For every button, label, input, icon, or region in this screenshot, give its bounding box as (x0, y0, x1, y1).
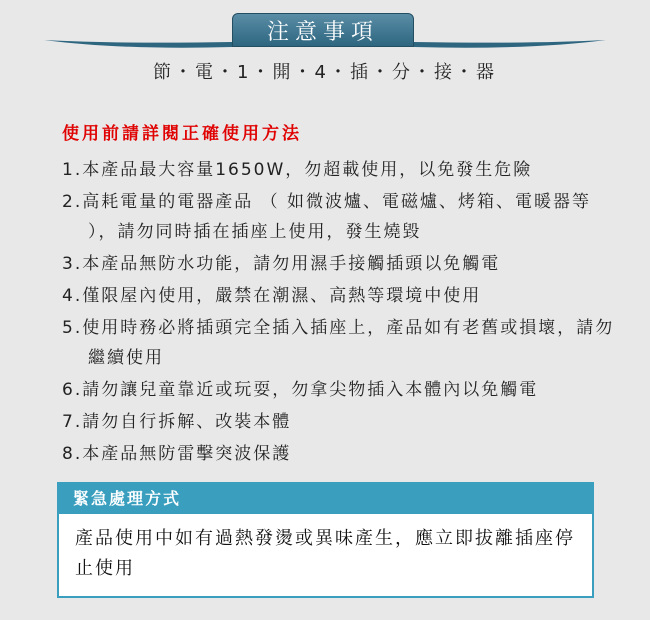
list-item: 8.本產品無防雷擊突波保護 (62, 444, 292, 464)
list-item: 6.請勿讓兒童靠近或玩耍，勿拿尖物插入本體內以免觸電 (62, 380, 539, 400)
list-item: 1.本產品最大容量1650W，勿超載使用，以免發生危險 (62, 160, 533, 180)
list-item: 2.高耗電量的電器產品 （ 如微波爐、電磁爐、烤箱、電暖器等 ），請勿同時插在插座上使用，發生燒毀 (62, 192, 592, 242)
list-item: 5.使用時務必將插頭完全插入插座上，產品如有老舊或損壞，請勿繼續使用 (62, 318, 615, 368)
warning-heading: 使用前請詳閱正確使用方法 (62, 124, 302, 144)
emergency-box (57, 482, 594, 598)
emergency-text: 產品使用中如有過熱發燙或異味產生，應立即拔離插座停止使用 (75, 528, 575, 579)
emergency-title: 緊急處理方式 (59, 484, 592, 514)
page-title: 注意事項 (232, 13, 414, 47)
instruction-list (62, 155, 622, 471)
list-item: 7.請勿自行拆解、改裝本體 (62, 412, 292, 432)
list-item: 4.僅限屋內使用，嚴禁在潮濕、高熱等環境中使用 (62, 286, 482, 306)
product-name: 節・電・1・開・4・插・分・接・器 (153, 62, 497, 83)
list-item: 3.本產品無防水功能，請勿用濕手接觸插頭以免觸電 (62, 254, 501, 274)
